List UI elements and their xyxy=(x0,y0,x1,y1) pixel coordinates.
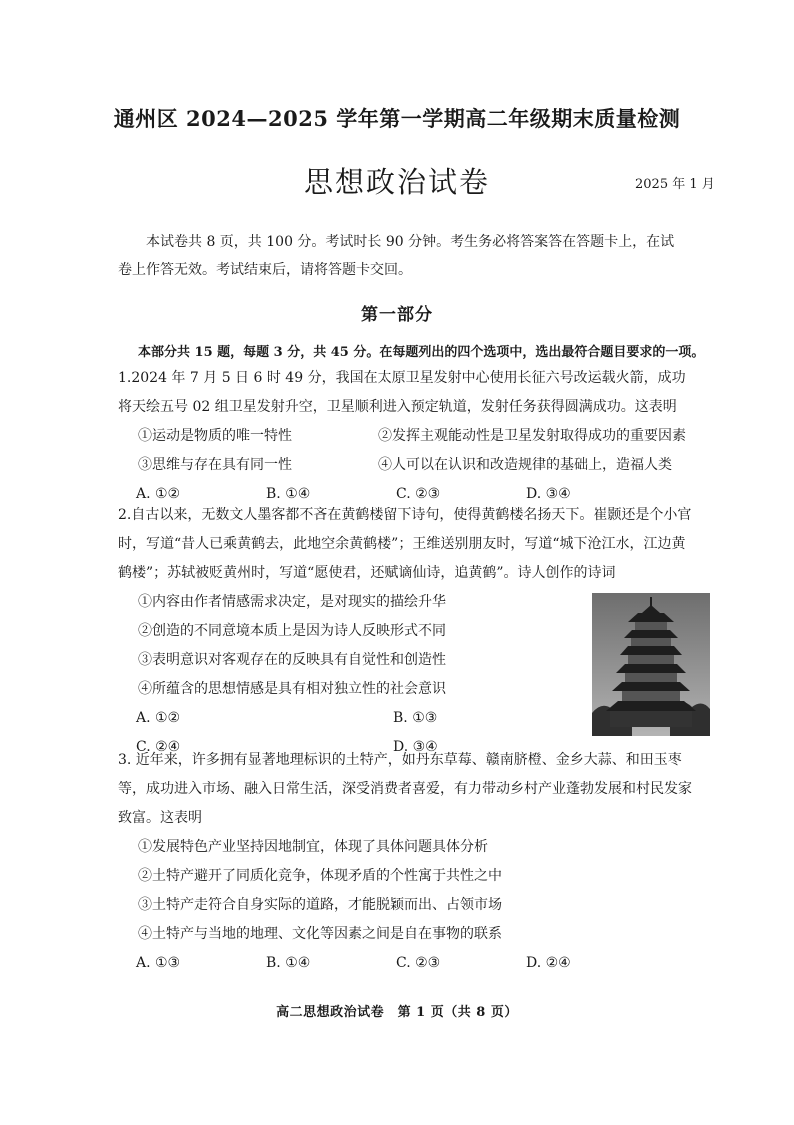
option-list xyxy=(118,422,693,480)
answer-choice-c[interactable]: C. ②③ xyxy=(396,486,441,502)
answer-choice-d[interactable]: D. ③④ xyxy=(526,486,571,502)
question-stem: 2.自古以来，无数文人墨客都不吝在黄鹤楼留下诗句，使得黄鹤楼名扬天下。崔颢还是个小官时，写道“昔人已乘黄鹤去，此地空余黄鹤楼”；王维送别朋友时，写道“城下沧江水，江边黄鹤楼”；苏轼被贬黄州时，写道“愿使君，还赋谪仙诗，追黄鹤”。诗人创作的诗词 xyxy=(118,507,692,581)
option-item: ④土特产与当地的地理、文化等因素之间是自在事物的联系 xyxy=(138,926,502,942)
option-item: ④所蕴含的思想情感是具有相对独立性的社会意识 xyxy=(138,681,446,697)
option-item: ①运动是物质的唯一特性 xyxy=(138,428,292,444)
option-item: ③思维与存在具有同一性 xyxy=(138,457,292,473)
exam-subtitle: 思想政治试卷 xyxy=(303,165,490,199)
exam-title: 通州区 2024—2025 学年第一学期高二年级期末质量检测 xyxy=(113,106,681,131)
section-description: 本部分共 15 题，每题 3 分，共 45 分。在每题列出的四个选项中，选出最符合题目要求的一项。 xyxy=(138,345,705,360)
answer-choice-d[interactable]: D. ②④ xyxy=(526,955,571,971)
answer-choice-b[interactable]: B. ①④ xyxy=(266,955,311,971)
exam-instructions: 本试卷共 8 页，共 100 分。考试时长 90 分钟。考生务必将答案答在答题卡上，在试卷上作答无效。考试结束后，请将答题卡交回。 xyxy=(118,234,675,278)
option-item: ②土特产避开了同质化竞争，体现矛盾的个性寓于共性之中 xyxy=(138,868,502,884)
option-list xyxy=(118,833,693,949)
option-item: ①发展特色产业坚持因地制宜，体现了具体问题具体分析 xyxy=(138,839,488,855)
answer-choice-b[interactable]: B. ①④ xyxy=(266,486,311,502)
option-item: ②发挥主观能动性是卫星发射取得成功的重要因素 xyxy=(378,428,686,444)
option-item: ③土特产走符合自身实际的道路，才能脱颖而出、占领市场 xyxy=(138,897,502,913)
option-item: ②创造的不同意境本质上是因为诗人反映形式不同 xyxy=(138,623,446,639)
answer-choice-c[interactable]: C. ②④ xyxy=(136,739,181,755)
answer-choice-c[interactable]: C. ②③ xyxy=(396,955,441,971)
section-title: 第一部分 xyxy=(361,305,433,325)
answer-choice-d[interactable]: D. ③④ xyxy=(393,739,438,755)
option-item: ③表明意识对客观存在的反映具有自觉性和创造性 xyxy=(138,652,446,668)
page-footer: 高二思想政治试卷 第 1 页（共 8 页） xyxy=(276,1005,518,1020)
answer-choice-a[interactable]: A. ①② xyxy=(136,486,181,502)
question-1 xyxy=(118,364,693,509)
question-stem: 1.2024 年 7 月 5 日 6 时 49 分，我国在太原卫星发射中心使用长征六号改运载火箭，成功将天绘五号 02 组卫星发射升空，卫星顺利进入预定轨道，发射任务获得圆满成功。这表明 xyxy=(118,370,686,415)
yellow-crane-tower-photo xyxy=(592,593,710,736)
answer-choice-a[interactable]: A. ①③ xyxy=(136,955,181,971)
option-item: ④人可以在认识和改造规律的基础上，造福人类 xyxy=(378,457,672,473)
answer-choice-a[interactable]: A. ①② xyxy=(136,710,181,726)
option-item: ①内容由作者情感需求决定，是对现实的描绘升华 xyxy=(138,594,446,610)
question-stem: 3. 近年来，许多拥有显著地理标识的土特产，如丹东草莓、赣南脐橙、金乡大蒜、和田玉枣等，成功进入市场、融入日常生活，深受消费者喜爱，有力带动乡村产业蓬勃发展和村民发家致富。这表明 xyxy=(118,752,692,826)
question-3 xyxy=(118,746,693,978)
exam-date: 2025 年 1 月 xyxy=(635,177,715,192)
answer-choices xyxy=(118,949,693,978)
answer-choice-b[interactable]: B. ①③ xyxy=(393,710,438,726)
